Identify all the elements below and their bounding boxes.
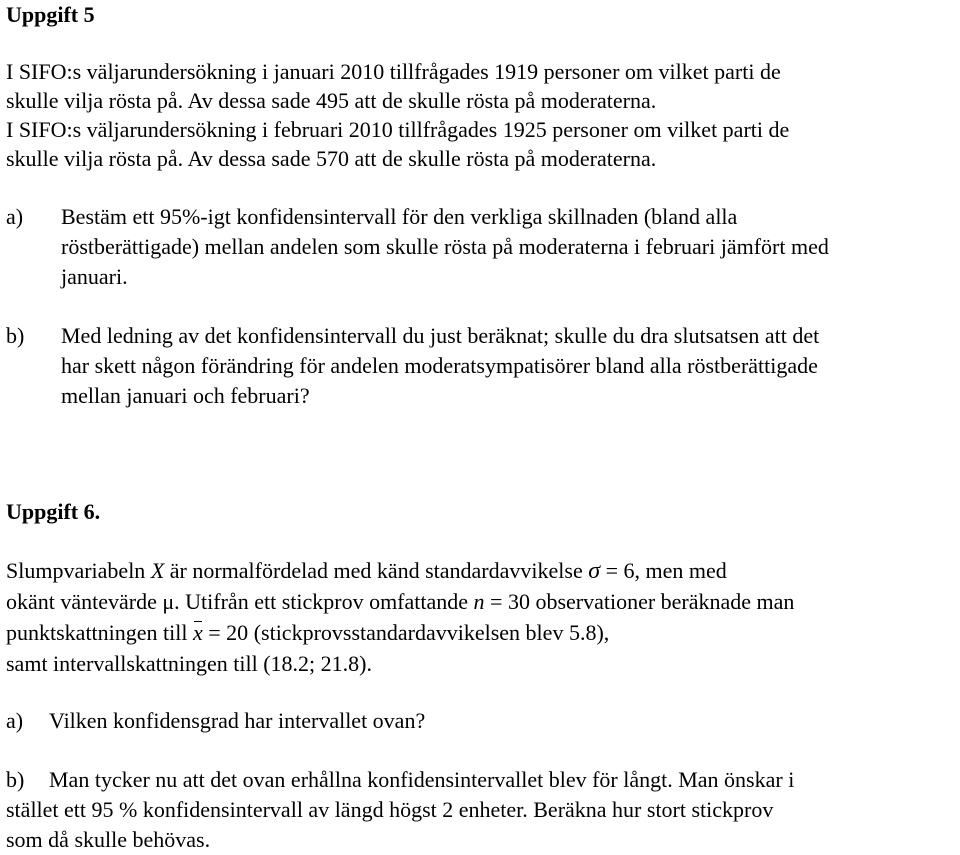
- task6-line3-post: (stickprovsstandardavvikelsen blev 5.8),: [248, 620, 610, 645]
- task6-line2-post: = 30 observationer beräknade man: [484, 589, 795, 614]
- task6-line-4: samt intervallskattningen till (18.2; 21.8).: [6, 651, 372, 676]
- task5-part-b-label: b): [6, 323, 25, 348]
- x-bar-symbol: x: [193, 618, 203, 648]
- task5-intro-line-4: skulle vilja rösta på. Av dessa sade 570 att de skulle rösta på moderaterna.: [6, 146, 657, 171]
- task6-part-b-line-2: stället ett 95 % konfidensintervall av längd högst 2 enheter. Beräkna hur stort stickprov: [6, 797, 774, 822]
- task6-line1-post: = 6, men med: [600, 558, 727, 583]
- task6-line3-eq: = 20: [202, 620, 249, 645]
- task6-part-b-line-1: Man tycker nu att det ovan erhållna konfidensintervallet blev för långt. Man önskar i: [49, 767, 795, 792]
- task6-part-b-line-3: som då skulle behövas.: [6, 827, 211, 852]
- task5-part-b-line-1: Med ledning av det konfidensintervall du just beräknat; skulle du dra slutsatsen att det: [61, 323, 820, 348]
- task6-part-a-label: a): [6, 708, 24, 733]
- task6-heading: Uppgift 6.: [6, 499, 101, 524]
- task6-line-1: [6, 556, 727, 586]
- task6-part-b-label: b): [6, 767, 25, 792]
- task5-intro-line-2: skulle vilja rösta på. Av dessa sade 495 att de skulle rösta på moderaterna.: [6, 88, 657, 113]
- task5-part-a-line-3: januari.: [61, 264, 128, 289]
- task5-part-a-label: a): [6, 204, 24, 229]
- task5-heading: Uppgift 5: [6, 2, 95, 27]
- task5-part-b-line-2: har skett någon förändring för andelen moderatsympatisörer bland alla röstberättigade: [61, 353, 818, 378]
- task5-part-a-line-1: Bestäm ett 95%-igt konfidensintervall för den verkliga skillnaden (bland alla: [61, 204, 738, 229]
- task5-intro-line-3: I SIFO:s väljarundersökning i februari 2010 tillfrågades 1925 personer om vilket parti de: [6, 117, 790, 142]
- task6-line1-pre: Slumpvariabeln: [6, 558, 151, 583]
- task6-line1-mid: är normalfördelad med känd standardavvikelse: [164, 558, 589, 583]
- task6-line-2: [6, 587, 794, 617]
- task6-line-3: [6, 618, 609, 648]
- task6-line3-pre: punktskattningen till: [6, 620, 193, 645]
- task5-intro-line-1: I SIFO:s väljarundersökning i januari 2010 tillfrågades 1919 personer om vilket parti de: [6, 59, 781, 84]
- variable-n: n: [473, 589, 485, 614]
- task5-part-a-line-2: röstberättigade) mellan andelen som skulle rösta på moderaterna i februari jämfört med: [61, 234, 829, 259]
- task6-part-a-text: Vilken konfidensgrad har intervallet ovan?: [49, 708, 426, 733]
- sigma-symbol: σ: [588, 558, 601, 584]
- task6-line2-pre: okänt väntevärde μ. Utifrån ett stickprov omfattande: [6, 589, 474, 614]
- variable-x: X: [150, 558, 165, 583]
- task5-part-b-line-3: mellan januari och februari?: [61, 383, 310, 408]
